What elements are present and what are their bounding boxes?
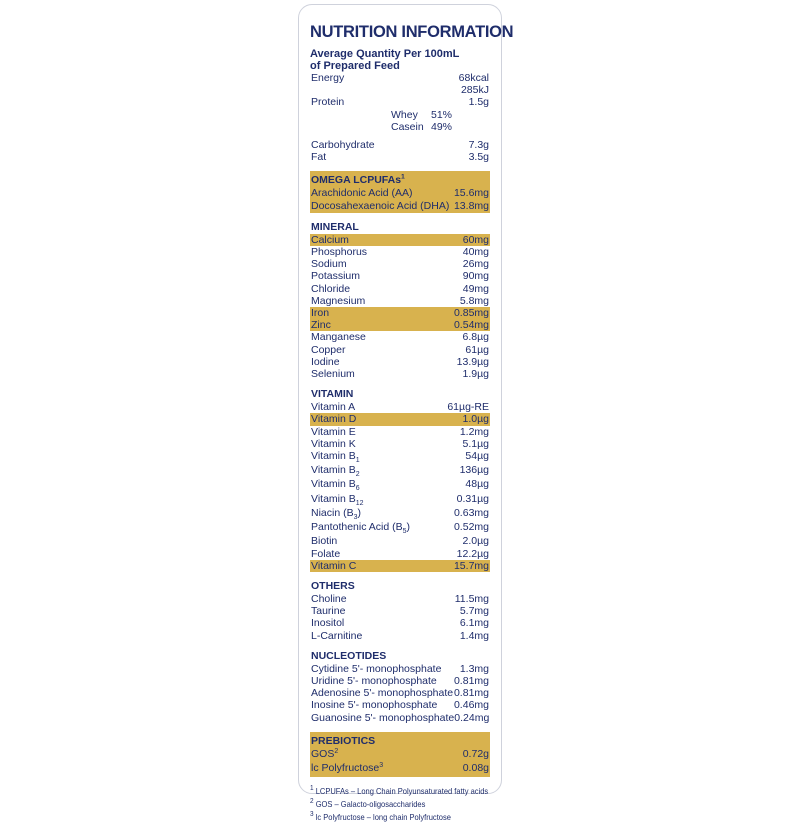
nutrient-value: 15.7mg (453, 559, 489, 572)
general-section (310, 72, 490, 109)
vitamin-section (310, 388, 490, 572)
nutrient-name: Manganese (311, 331, 366, 344)
omega-section (310, 171, 490, 212)
others-section (310, 580, 490, 642)
nutrient-name: Vitamin K (311, 437, 356, 450)
nutrient-value: 1.2mg (459, 425, 489, 438)
nutrient-value: 0.08g (462, 761, 489, 774)
nutrient-name: Vitamin $B_2$ (311, 464, 360, 479)
nutrient-value: 2.0µg (462, 535, 489, 548)
nutrient-value: 0.81mg (453, 687, 489, 700)
nutrient-value: 26mg (462, 258, 489, 271)
nutrient-value: 1.9µg (462, 368, 489, 381)
nutrient-value: 5.8mg (459, 294, 489, 307)
nutrient-value: 40mg (462, 246, 489, 259)
nutrient-row (310, 246, 490, 258)
nutrient-name: Iron (311, 307, 330, 320)
nutrient-name: Vitamin E (311, 425, 356, 438)
nutrient-name: Calcium (311, 233, 349, 246)
subtitle-line1: Average Quantity Per 100mL (310, 48, 460, 60)
nutrient-value: 51% (431, 108, 453, 121)
nutrient-name: Choline (311, 592, 347, 605)
nutrient-value: 49% (431, 120, 453, 133)
subscript: 1 (355, 457, 360, 465)
superscript: 3 (379, 761, 384, 769)
mineral-section (310, 221, 490, 380)
nutrient-row (310, 96, 490, 108)
nutrient-name: Vitamin A (311, 401, 356, 414)
nutrient-name: L-Carnitine (311, 629, 363, 642)
nutrient-value: 15.6mg (453, 187, 489, 200)
nutrient-row (310, 344, 490, 356)
nutrient-row (310, 748, 490, 762)
nutrient-row (310, 663, 490, 675)
nutrient-value: 136µg (459, 464, 489, 477)
nutrient-row (310, 438, 490, 450)
nucleotides-section (310, 650, 490, 724)
nutrient-name: Niacin $(B_3)$ (311, 506, 362, 521)
nutrient-row (310, 401, 490, 413)
protein-breakdown (310, 109, 490, 133)
mineral-heading: MINERAL (311, 220, 359, 233)
nutrient-value: 6.1mg (459, 617, 489, 630)
nutrient-name: Sodium (311, 258, 347, 271)
nutrient-name: Protein (311, 96, 345, 109)
footnote (310, 812, 476, 825)
nutrient-value: 0.46mg (453, 699, 489, 712)
nutrient-row (310, 630, 490, 642)
nutrient-row (310, 478, 490, 492)
footnote (310, 799, 476, 812)
footnote-text: LCPUFAs – Long Chain Polyunsaturated fatty acids (315, 787, 489, 797)
prebiotics-section (310, 732, 490, 777)
nutrient-name: Taurine (311, 605, 346, 618)
nutrient-name: Adenosine 5'- monophosphate (311, 687, 454, 700)
nutrient-name: Chloride (311, 282, 351, 295)
nutrient-name: Energy (311, 72, 345, 84)
nutrient-name: Iodine (311, 355, 340, 368)
general-section-2 (310, 139, 490, 163)
footnotes (310, 785, 489, 825)
nutrient-row (310, 319, 490, 331)
nutrient-row (310, 675, 490, 687)
nutrient-value: 61µg (465, 343, 489, 356)
nutrient-row (310, 560, 490, 572)
nutrient-name: Pantothenic Acid $(B_5)$ (311, 521, 411, 536)
nutrient-name: Copper (311, 343, 346, 356)
nutrient-name: Cytidine 5'- monophosphate (311, 662, 442, 675)
nutrient-value: 1.4mg (459, 629, 489, 642)
nutrient-name: lc Polyfructose$^3$ (311, 761, 384, 774)
omega-heading: OMEGA LCPUFAs$^1$ (311, 173, 405, 187)
nutrient-name: Inositol (311, 617, 345, 630)
nutrient-value: 1.3mg (459, 662, 489, 675)
nutrient-row (310, 507, 490, 521)
nutrient-value: 5.1µg (462, 437, 489, 450)
nutrient-value: 5.7mg (459, 605, 489, 618)
footnote-number: 3 (310, 811, 314, 819)
nutrient-value: 0.31µg (456, 492, 489, 505)
nutrient-row (310, 283, 490, 295)
nutrient-name: Vitamin C (311, 559, 357, 572)
nutrient-name: Potassium (311, 270, 361, 283)
footnote-number: 1 (310, 785, 314, 793)
subscript: 2 (355, 471, 360, 479)
nutrient-row (310, 413, 490, 425)
footnote-number: 2 (310, 798, 314, 806)
nutrient-value: 6.8µg (462, 331, 489, 344)
footnote (310, 785, 489, 799)
nucleotides-heading: NUCLEOTIDES (311, 649, 387, 662)
superscript: 2 (334, 747, 339, 755)
nutrient-value: 54µg (465, 450, 489, 463)
nutrient-name: Casein (391, 120, 424, 133)
nutrient-row (310, 712, 490, 724)
nutrient-value: 90mg (462, 270, 489, 283)
nutrient-value: 0.85mg (453, 307, 489, 320)
nutrient-name: Uridine 5'- monophosphate (311, 674, 437, 687)
nutrient-value: 0.24mg (454, 711, 490, 724)
nutrient-row (310, 307, 490, 319)
nutrient-row (310, 368, 490, 380)
nutrient-row (310, 109, 490, 121)
nutrient-row (310, 605, 490, 617)
nutrient-name: Fat (311, 151, 327, 164)
nutrient-row (310, 295, 490, 307)
nutrient-value: 1.5g (468, 96, 489, 109)
nutrient-name: Biotin (311, 535, 338, 548)
nutrient-row (310, 84, 490, 96)
nutrient-row (310, 699, 490, 711)
nutrient-value: 13.9µg (456, 355, 489, 368)
nutrient-name: GOS$^2$ (311, 747, 339, 760)
nutrient-value: 61µg-RE (447, 401, 489, 414)
nutrient-name: Inosine 5'- monophosphate (311, 699, 438, 712)
nutrient-value: 0.54mg (453, 319, 489, 332)
nutrient-name: Magnesium (311, 294, 366, 307)
nutrient-value: 0.72g (462, 747, 489, 760)
nutrient-row (310, 151, 490, 163)
subscript: 5 (402, 528, 407, 536)
nutrient-value: 12.2µg (456, 547, 489, 560)
vitamin-heading: VITAMIN (311, 388, 354, 401)
nutrient-row (310, 72, 490, 84)
nutrient-name: Vitamin D (311, 413, 357, 426)
nutrient-row (310, 593, 490, 605)
others-heading: OTHERS (311, 579, 355, 592)
nutrient-row (310, 548, 490, 560)
nutrient-name: Folate (311, 547, 341, 560)
subscript: 3 (353, 513, 358, 521)
nutrient-name: Vitamin $B_1$ (311, 450, 360, 465)
nutrient-row (310, 258, 490, 270)
nutrient-value: 3.5g (468, 151, 489, 164)
nutrient-value: 0.52mg (453, 521, 489, 534)
nutrient-name: Vitamin $B_{12}$ (311, 492, 364, 507)
nutrient-row (310, 617, 490, 629)
subscript: 6 (355, 485, 360, 493)
nutrient-value: 0.81mg (453, 674, 489, 687)
nutrient-row (310, 450, 490, 464)
nutrient-name: Carbohydrate (311, 139, 375, 152)
nutrient-value: 285kJ (460, 84, 489, 97)
nutrient-row (310, 234, 490, 246)
nutrient-row (310, 426, 490, 438)
page-title: NUTRITION INFORMATION (310, 23, 514, 41)
nutrient-name: Arachidonic Acid (AA) (311, 187, 413, 200)
prebiotics-heading: PREBIOTICS (311, 734, 376, 747)
nutrient-row (310, 121, 490, 133)
nutrient-name: Vitamin $B_6$ (311, 478, 360, 493)
nutrient-row (310, 535, 490, 547)
nutrition-table (310, 22, 514, 825)
footnote-text: GOS – Galacto-oligosaccharides (315, 800, 426, 810)
nutrient-name: Phosphorus (311, 246, 368, 259)
subscript: 12 (355, 499, 364, 507)
nutrient-row (310, 687, 490, 699)
nutrient-row (310, 200, 490, 212)
nutrient-value: 11.5mg (454, 592, 489, 605)
nutrient-row (310, 139, 490, 151)
subtitle-line2: of Prepared Feed (310, 60, 400, 72)
nutrient-row (310, 331, 490, 343)
nutrient-row (310, 356, 490, 368)
nutrient-name: Guanosine 5'- monophosphate (311, 711, 455, 724)
nutrient-row (310, 270, 490, 282)
nutrient-value: 0.63mg (453, 506, 489, 519)
footnote-text: lc Polyfructose – long chain Polyfructose (315, 813, 451, 823)
nutrient-row (310, 187, 490, 199)
nutrient-row (310, 464, 490, 478)
nutrient-value: 68kcal (458, 72, 489, 84)
nutrient-name: Docosahexaenoic Acid (DHA) (311, 199, 450, 212)
nutrient-value: 1.0µg (462, 413, 489, 426)
nutrient-value: 48µg (465, 478, 489, 491)
nutrient-value: 13.8mg (453, 199, 489, 212)
nutrient-name: Selenium (311, 368, 355, 381)
nutrient-value: 49mg (462, 282, 489, 295)
nutrient-name: Zinc (311, 319, 331, 332)
nutrient-row (310, 493, 490, 507)
nutrient-name: Whey (391, 108, 418, 121)
nutrient-value: 60mg (462, 233, 489, 246)
nutrient-row (310, 762, 490, 776)
nutrient-value: 7.3g (468, 139, 489, 152)
nutrient-row (310, 521, 490, 535)
